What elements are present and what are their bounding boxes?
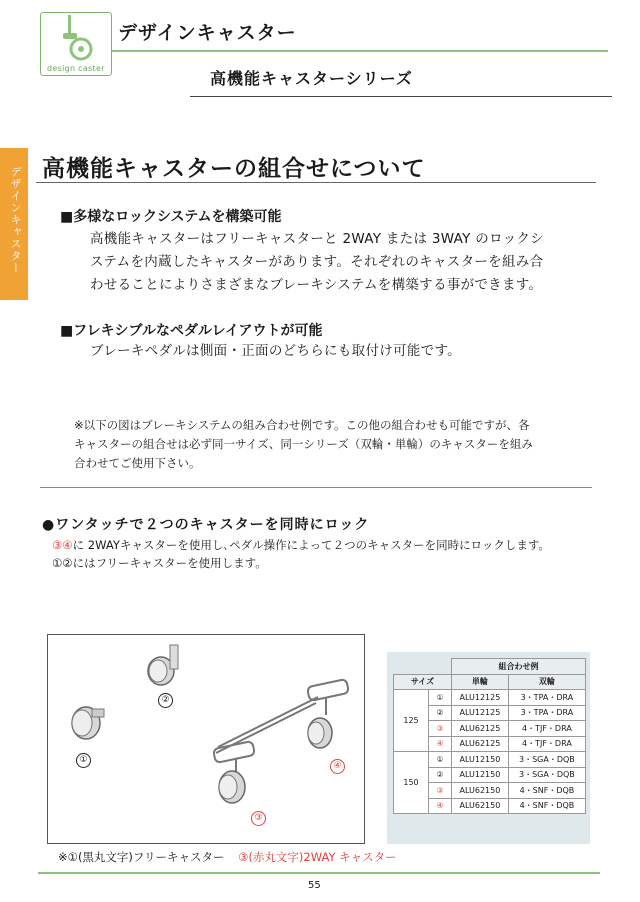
section3-line2: ①②にはフリーキャスターを使用します。 (52, 556, 267, 570)
red-circled-numbers: ③④ (52, 538, 73, 552)
caster-2-icon (148, 645, 178, 685)
footer-divider (38, 872, 600, 874)
size-cell: 150 (394, 752, 429, 814)
note-line: キャスターの組合せは必ず同一サイズ、同一シリーズ（双輪・単輪）のキャスターを組み (74, 437, 533, 451)
no-cell: ① (429, 690, 452, 706)
table-row (394, 752, 586, 768)
combination-note (74, 416, 533, 473)
no-cell: ② (429, 705, 452, 721)
caster-1-icon (72, 707, 104, 739)
double-cell: 4・TJF・DRA (508, 721, 585, 737)
page-title: デザインキャスター (118, 22, 297, 44)
single-cell: ALU12125 (452, 705, 509, 721)
caster-4-icon (308, 718, 332, 748)
label-4: ④ (330, 759, 345, 774)
single-cell: ALU62150 (452, 783, 509, 799)
note-line: 合わせてご使用下さい。 (74, 456, 201, 470)
legend-red: ③(赤丸文字)2WAY キャスター (238, 850, 397, 864)
single-cell: ALU12125 (452, 690, 509, 706)
double-cell: 3・TPA・DRA (508, 705, 585, 721)
col-single: 単輪 (452, 674, 509, 690)
label-3: ③ (251, 811, 266, 826)
section2-title: ■フレキシブルなペダルレイアウトが可能 (60, 323, 323, 339)
section1-line: わせることによりさまざまなブレーキシステムを構築する事ができます。 (90, 277, 543, 293)
single-cell: ALU12150 (452, 767, 509, 783)
size-cell: 125 (394, 690, 429, 752)
double-cell: 3・TPA・DRA (508, 690, 585, 706)
section1-line: 高機能キャスターはフリーキャスターと 2WAY または 3WAY のロックシ (90, 231, 545, 247)
no-cell: ② (429, 767, 452, 783)
section1-title: ■多様なロックシステムを構築可能 (60, 209, 282, 225)
label-1: ① (76, 753, 91, 768)
section3-title: ●ワンタッチで２つのキャスターを同時にロック (42, 517, 370, 533)
col-double: 双輪 (508, 674, 585, 690)
legend-black: ※①(黒丸文字)フリーキャスター (58, 850, 225, 864)
side-index-tab (0, 148, 28, 300)
brand-logo (40, 12, 112, 76)
subtitle-divider (190, 96, 612, 97)
section1-body (90, 228, 544, 297)
logo-text: design caster (47, 64, 105, 73)
no-cell: ① (429, 752, 452, 768)
page-number: 55 (308, 880, 321, 891)
note-line: ※以下の図はブレーキシステムの組み合わせ例です。この他の組合わせも可能ですが、各 (74, 418, 530, 432)
combination-table (393, 658, 586, 814)
double-cell: 3・SGA・DQB (508, 752, 585, 768)
no-cell: ④ (429, 736, 452, 752)
caster-diagram (47, 634, 365, 844)
section1-line: ステムを内蔵したキャスターがあります。それぞれのキャスターを組み合 (90, 254, 544, 270)
caster-3-icon (219, 771, 245, 803)
page-subtitle: 高機能キャスターシリーズ (210, 69, 413, 88)
section2-body: ブレーキペダルは側面・正面のどちらにも取付け可能です。 (90, 343, 461, 359)
table-corner (394, 659, 452, 675)
label-2: ② (158, 693, 173, 708)
double-cell: 4・SNF・DQB (508, 783, 585, 799)
double-cell: 3・SGA・DQB (508, 767, 585, 783)
no-cell: ③ (429, 783, 452, 799)
table-title: 組合わせ例 (452, 659, 586, 675)
legend-note (58, 849, 397, 865)
single-cell: ALU62125 (452, 721, 509, 737)
section-heading: 高機能キャスターの組合せについて (42, 156, 426, 182)
caster-illustration (48, 635, 364, 843)
section3-line1-text: に 2WAYキャスターを使用し､ペダル操作によって２つのキャスターを同時にロックします。 (72, 538, 550, 552)
double-cell: 4・TJF・DRA (508, 736, 585, 752)
header-divider (112, 50, 608, 52)
no-cell: ③ (429, 721, 452, 737)
single-cell: ALU62150 (452, 798, 509, 814)
no-cell: ④ (429, 798, 452, 814)
single-cell: ALU12150 (452, 752, 509, 768)
caster-logo-icon (41, 13, 113, 63)
table-row (394, 690, 586, 706)
note-divider (40, 487, 592, 488)
single-cell: ALU62125 (452, 736, 509, 752)
double-cell: 4・SNF・DQB (508, 798, 585, 814)
col-size: サイズ (394, 674, 452, 690)
section3-line1 (52, 536, 550, 555)
side-tab-label: デザインキャスター (9, 166, 22, 274)
heading-divider (36, 182, 596, 183)
